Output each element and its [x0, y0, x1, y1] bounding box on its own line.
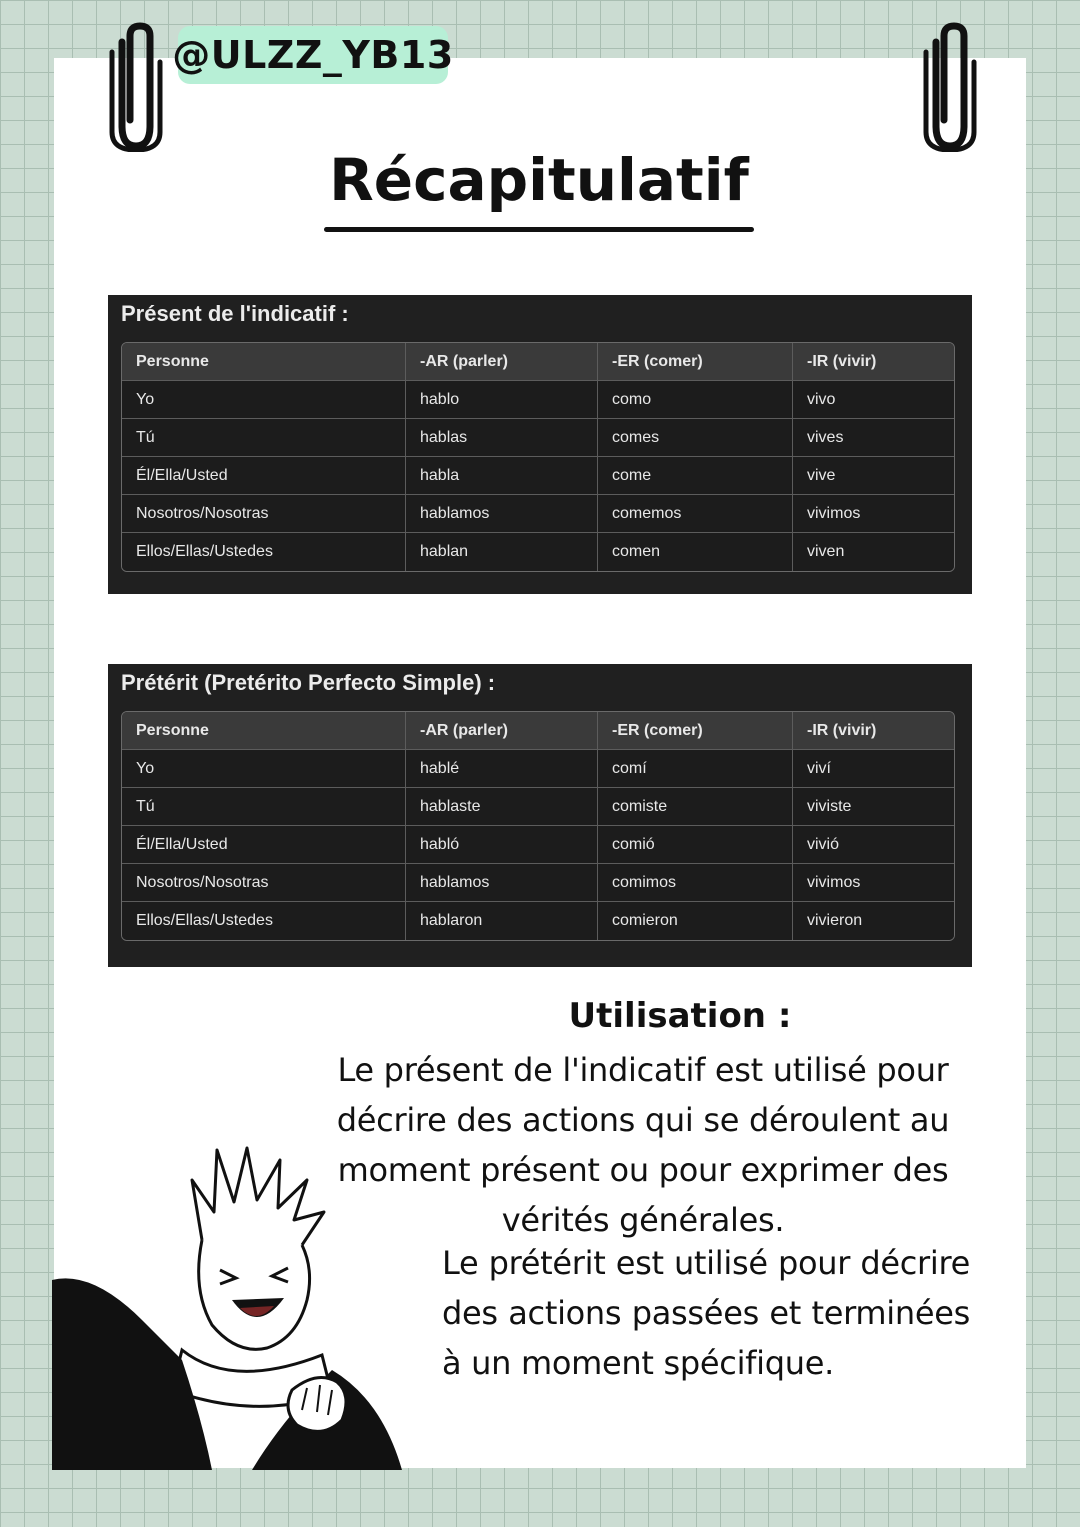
table-cell: vivió: [793, 826, 954, 864]
header-cell: -ER (comer): [598, 712, 793, 750]
preterite-usage-text: Le prétérit est utilisé pour décrire des actions passées et terminées à un moment spécifique.: [442, 1244, 970, 1382]
title-underline: [324, 227, 754, 232]
table-cell: como: [598, 381, 793, 419]
table-row: [122, 864, 954, 902]
table-row: [122, 533, 954, 571]
table-cell: hablaron: [406, 902, 598, 940]
table-cell: hablamos: [406, 864, 598, 902]
table-cell: comes: [598, 419, 793, 457]
table-cell: Tú: [122, 788, 406, 826]
header-cell: Personne: [122, 343, 406, 381]
table-cell: Él/Ella/Usted: [122, 457, 406, 495]
preterite-table-panel: [108, 664, 972, 967]
header-cell: -AR (parler): [406, 712, 598, 750]
table-cell: habla: [406, 457, 598, 495]
table-cell: hablan: [406, 533, 598, 571]
table-cell: Nosotros/Nosotras: [122, 864, 406, 902]
author-handle: @ULZZ_YB13: [178, 26, 448, 84]
table-cell: viven: [793, 533, 954, 571]
table-header-row: [122, 343, 954, 381]
present-table-title: Présent de l'indicatif :: [121, 301, 349, 326]
table-cell: hablé: [406, 750, 598, 788]
table-cell: Él/Ella/Usted: [122, 826, 406, 864]
table-cell: hablas: [406, 419, 598, 457]
table-row: [122, 788, 954, 826]
table-cell: Tú: [122, 419, 406, 457]
table-cell: vivieron: [793, 902, 954, 940]
present-conjugation-table: [121, 342, 955, 572]
table-row: [122, 750, 954, 788]
table-cell: comí: [598, 750, 793, 788]
table-cell: vive: [793, 457, 954, 495]
page-title: Récapitulatif: [329, 146, 749, 214]
preterite-table-title: Prétérit (Pretérito Perfecto Simple) :: [121, 670, 496, 695]
table-cell: Yo: [122, 381, 406, 419]
table-row: [122, 419, 954, 457]
table-cell: come: [598, 457, 793, 495]
table-row: [122, 457, 954, 495]
header-cell: -IR (vivir): [793, 343, 954, 381]
table-cell: viví: [793, 750, 954, 788]
table-cell: comieron: [598, 902, 793, 940]
usage-heading: Utilisation :: [568, 996, 792, 1036]
header-cell: -IR (vivir): [793, 712, 954, 750]
table-cell: hablaste: [406, 788, 598, 826]
table-cell: Ellos/Ellas/Ustedes: [122, 533, 406, 571]
header-cell: -ER (comer): [598, 343, 793, 381]
table-row: [122, 381, 954, 419]
table-cell: vivo: [793, 381, 954, 419]
table-row: [122, 495, 954, 533]
table-cell: hablamos: [406, 495, 598, 533]
table-cell: Yo: [122, 750, 406, 788]
present-table-panel: [108, 295, 972, 594]
paperclip-icon: [916, 22, 980, 152]
table-cell: habló: [406, 826, 598, 864]
table-cell: Ellos/Ellas/Ustedes: [122, 902, 406, 940]
preterite-conjugation-table: [121, 711, 955, 941]
table-cell: Nosotros/Nosotras: [122, 495, 406, 533]
paperclip-icon: [102, 22, 166, 152]
table-row: [122, 902, 954, 940]
table-cell: comemos: [598, 495, 793, 533]
table-cell: comen: [598, 533, 793, 571]
table-cell: comimos: [598, 864, 793, 902]
table-cell: vivimos: [793, 864, 954, 902]
table-header-row: [122, 712, 954, 750]
table-cell: comió: [598, 826, 793, 864]
present-usage-text: Le présent de l'indicatif est utilisé pour décrire des actions qui se déroulent au moment présent ou pour exprimer des vérités générales.: [336, 1051, 950, 1239]
table-cell: vivimos: [793, 495, 954, 533]
header-cell: Personne: [122, 712, 406, 750]
table-cell: comiste: [598, 788, 793, 826]
header-cell: -AR (parler): [406, 343, 598, 381]
manga-character-illustration: [52, 1120, 422, 1470]
table-cell: vives: [793, 419, 954, 457]
table-cell: hablo: [406, 381, 598, 419]
table-row: [122, 826, 954, 864]
table-cell: viviste: [793, 788, 954, 826]
